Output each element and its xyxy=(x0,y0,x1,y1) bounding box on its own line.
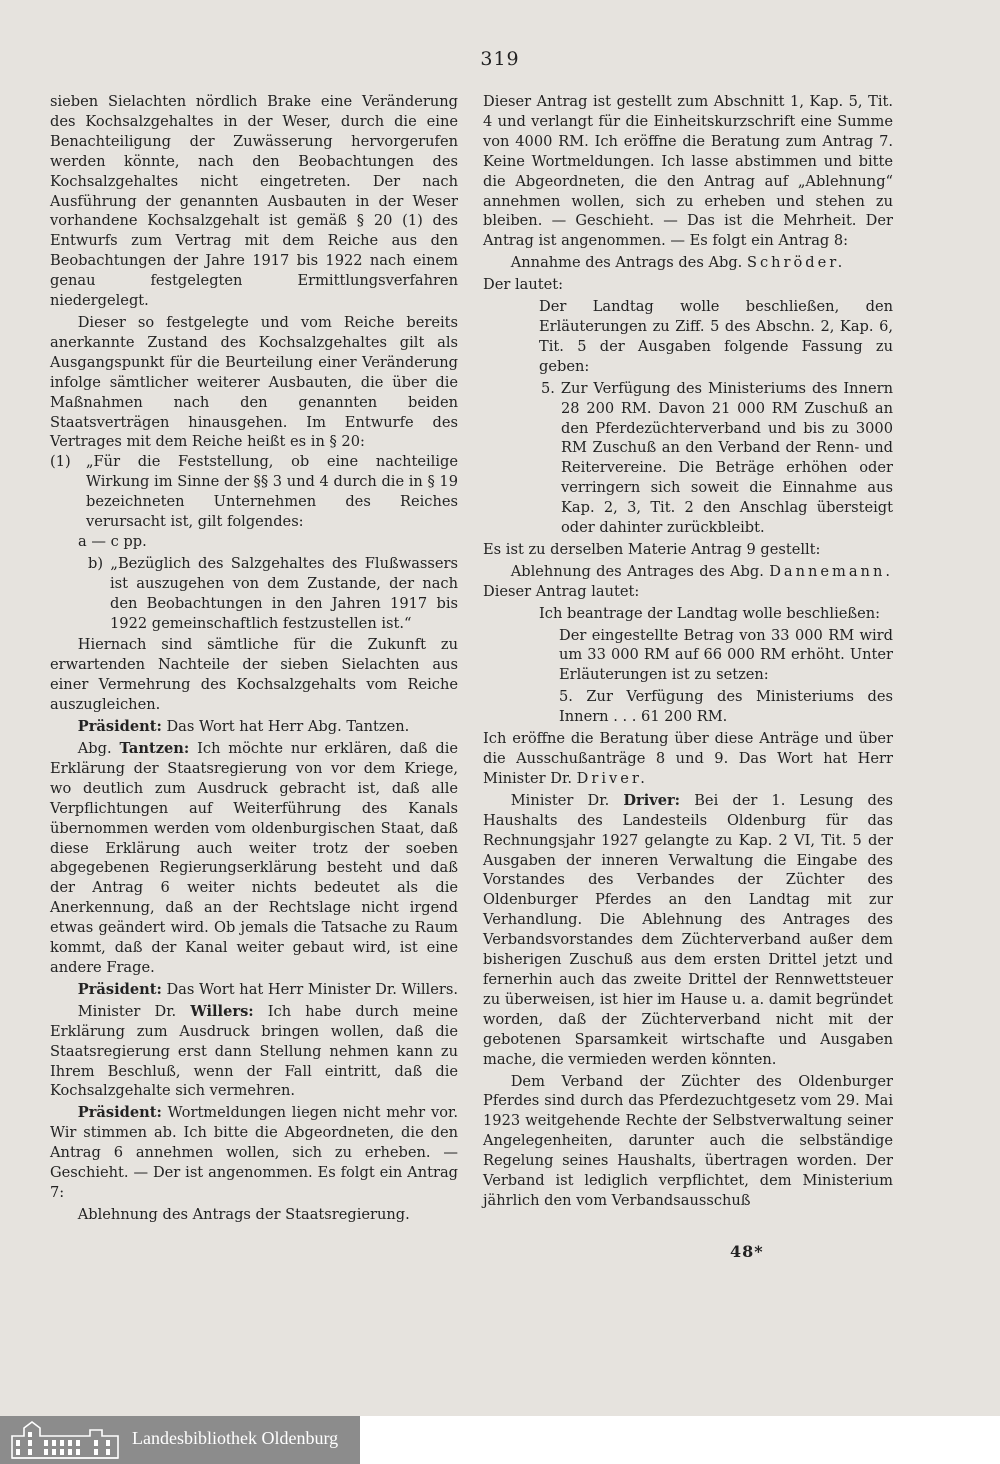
left-paragraph-antrag7: Ablehnung des Antrags der Staatsregierung. xyxy=(77,1205,410,1223)
left-paragraph-1: sieben Sielachten nördlich Brake eine Veränderung des Kochsalzgehaltes in der Weser, durch die eine Benachteiligung der Zuwässerung hervorgerufen werden könnte, nach den Beobachtungen des Kochsalzgehaltes nicht eingetreten. Der nach Ausführung der genannten Ausbauten in der Weser vorhandene Kochsalzgehalt ist gemäß § 20 (1) des Entwurfs zum Vertrag mit dem Reiche aus den Beobachtungen der Jahre 1917 bis 1922 nach einem genau festgelegten Ermittlungsverfahren niedergelegt. xyxy=(50,93,458,310)
right-paragraph-ablehnung xyxy=(483,562,893,602)
speaker-name: Präsident: xyxy=(77,718,162,736)
right-paragraph-verband: Dem Verband der Züchter des Oldenburger Pferdes sind durch das Pferdezuchtgesetz vom 29. Mai 1923 weitgehende Rechte der Selbstverwaltung seiner Angelegenheiten, darunter auch die selbständige Regelung seines Haushalts, übertragen worden. Der Verband ist lediglich verpflichtet, dem Ministerium jährlich den vom Verbandsausschuß xyxy=(483,1072,893,1209)
motion-text: Ablehnung des Antrages des Abg. xyxy=(510,562,764,580)
speaker-name: Präsident: xyxy=(77,1104,162,1122)
speech-text: Ich eröffne die Beratung über diese Anträge und über die Ausschußanträge 8 und 9. Das Wort hat Herr Minister Dr. xyxy=(483,730,893,787)
left-paragraph-2: Dieser so festgelegte und vom Reiche bereits anerkannte Zustand des Kochsalzgehaltes gilt als Ausgangspunkt für die Beurteilung einer Veränderung infolge sämtlicher weiterer Ausbauten, die über die Maßnahmen nach den genannten beiden Staatsverträgen hinausgehen. Im Entwurfe des Vertrages mit dem Reiche heißt es in § 20: xyxy=(50,313,458,451)
member-name: Dannemann. xyxy=(769,562,893,580)
left-column xyxy=(50,92,458,1225)
speech-praesident-1 xyxy=(50,717,458,737)
library-logo-bar[interactable] xyxy=(0,1416,360,1464)
speech-text: Ich habe durch meine Erklärung zum Ausdruck bringen wollen, daß die Staatsregierung erst dann Stellung nehmen kann zu Ihrem Beschluß, wenn der Fall eintritt, daß die Kochsalzgehalte sich vermehren. xyxy=(50,1002,459,1100)
speaker-title: Abg. xyxy=(77,740,112,757)
quote-item-a: a — c pp. xyxy=(78,532,147,550)
right-paragraph-antrag8 xyxy=(483,253,893,273)
speech-praesident-2 xyxy=(50,980,458,1000)
library-building-icon xyxy=(10,1420,120,1460)
speech-driver xyxy=(483,791,893,1070)
right-column xyxy=(483,92,893,1211)
quote-block xyxy=(50,452,458,532)
quote-number: (1) xyxy=(50,453,71,471)
motion-item-5: 5. Zur Verfügung des Ministeriums des Innern 28 200 RM. Davon 21 000 RM Zuschuß an den Pferdezüchterverband und bis zu 3000 RM Zuschuß an den Verband der Renn- und Reitervereine. Die Beträge erhöhen oder verringern sich soweit die Einnahme aus Kap. 2, 3, Tit. 2 den Anschlag übersteigt oder dahinter zurückbleibt. xyxy=(541,379,893,537)
member-name: Schröder. xyxy=(746,254,846,272)
right-paragraph-1: Dieser Antrag ist gestellt zum Abschnitt 1, Kap. 5, Tit. 4 und verlangt für die Einheitskurzschrift eine Summe von 4000 RM. Ich eröffne die Beratung zum Antrag 7. Keine Wortmeldungen. Ich lasse abstimmen und bitte die Abgeordneten, die den Antrag auf „Ablehnung“ annehmen wollen, sich zu erheben und stehen zu bleiben. — Geschieht. — Das ist die Mehrheit. Der Antrag ist angenommen. — Es folgt ein Antrag 8: xyxy=(483,93,893,250)
library-name: Landesbibliothek Oldenburg xyxy=(132,1428,339,1448)
motion-quote-2: Ich beantrage der Landtag wolle beschließen: xyxy=(539,604,881,622)
page-number: 319 xyxy=(480,48,520,70)
quote-text: „Für die Feststellung, ob eine nachteilige Wirkung im Sinne der §§ 3 und 4 durch die in § 19 bezeichneten Unternehmen des Reiches verursacht ist, gilt folgendes: xyxy=(86,453,458,531)
speaker-name: Willers: xyxy=(190,1002,254,1020)
left-paragraph-3: Hiernach sind sämtliche für die Zukunft zu erwartenden Nachteile der sieben Sielachten aus einer Vermehrung des Kochsalzgehalts vom Reiche auszugleichen. xyxy=(50,636,458,714)
speech-text: Ich möchte nur erklären, daß die Erklärung der Staatsregierung von vor dem Kriege, wo deutlich zum Ausdruck gebracht ist, daß alle Verpflichtungen auf Weiterführung des Kanals übernommen werden vom oldenburgischen Staat, daß diese Erklärung auch weiter trotz der soeben abgegebenen Regierungserklärung besteht und daß der Antrag 6 weiter nichts bedeutet als die Anerkennung, daß an der Rechtslage nicht irgend etwas geändert wird. Ob jemals die Tatsache zu Raum kommt, daß der Kanal weiter gebaut wird, ist eine andere Frage. xyxy=(50,740,459,976)
speaker-title: Minister Dr. xyxy=(77,1002,177,1020)
motion-quote-3: Der eingestellte Betrag von 33 000 RM wird um 33 000 RM auf 66 000 RM erhöht. Unter Erläuterungen ist zu setzen: xyxy=(559,626,893,684)
motion-quote: Der Landtag wolle beschließen, den Erläuterungen zu Ziff. 5 des Abschn. 2, Kap. 6, Tit. 5 der Ausgaben folgende Fassung zu geben: xyxy=(539,298,893,375)
speech-text: Bei der 1. Lesung des Haushalts des Landesteils Oldenburg für das Rechnungsjahr 1927 gelangte zu Kap. 2 VI, Tit. 5 der Ausgaben der inneren Verwaltung die Eingabe des Vorstandes des Verbandes der Züchter des Oldenburger Pferdes an den Landtag mit zur Verhandlung. Die Ablehnung des Antrages des Verbandsvorstandes dem Züchterverband außer dem bisherigen Zuschuß aus dem ersten Drittel jetzt und fernerhin auch das zweite Drittel der Rennwettsteuer zu überweisen, ist hier im Hause u. a. damit begründet worden, daß der Züchterverband nicht mit der gebotenen Sparsamkeit wirtschafte und Ausgaben mache, die vermieden werden könnten. xyxy=(483,791,894,1068)
speaker-title: Minister Dr. xyxy=(510,791,610,809)
motion-text: Annahme des Antrags des Abg. xyxy=(510,254,743,272)
motion-item-5b: 5. Zur Verfügung des Ministeriums des Innern . . . 61 200 RM. xyxy=(559,688,893,726)
speaker-name: Präsident: xyxy=(77,980,162,998)
quote-item-b: b) „Bezüglich des Salzgehaltes des Flußwassers ist auszugehen von dem Zustande, der nach den Beobachtungen in den Jahren 1917 bis 1922 gemeinschaftlich festzustellen ist.“ xyxy=(88,554,458,632)
right-paragraph-lautet: Der lautet: xyxy=(483,276,564,294)
motion-text-rest: Dieser Antrag lautet: xyxy=(483,582,640,600)
speaker-name: Tantzen: xyxy=(119,740,190,757)
signature-mark: 48* xyxy=(730,1242,764,1261)
speech-tantzen xyxy=(50,739,458,978)
speech-text: Das Wort hat Herr Abg. Tantzen. xyxy=(166,718,410,736)
speech-praesident-3 xyxy=(50,1103,458,1203)
speaker-name: Driver: xyxy=(623,791,681,809)
speech-willers xyxy=(50,1002,458,1102)
speech-text: Wortmeldungen liegen nicht mehr vor. Wir stimmen ab. Ich bitte die Abgeordneten, die den Antrag 6 annehmen wollen, sich zu erheben. — Geschieht. — Der ist angenommen. Es folgt ein Antrag 7: xyxy=(50,1104,458,1201)
right-paragraph-antrag9: Es ist zu derselben Materie Antrag 9 gestellt: xyxy=(483,540,821,558)
right-paragraph-beratung xyxy=(483,729,893,789)
speech-text: Das Wort hat Herr Minister Dr. Willers. xyxy=(166,980,458,998)
footer xyxy=(0,1416,1000,1464)
member-name: Driver. xyxy=(576,769,648,787)
